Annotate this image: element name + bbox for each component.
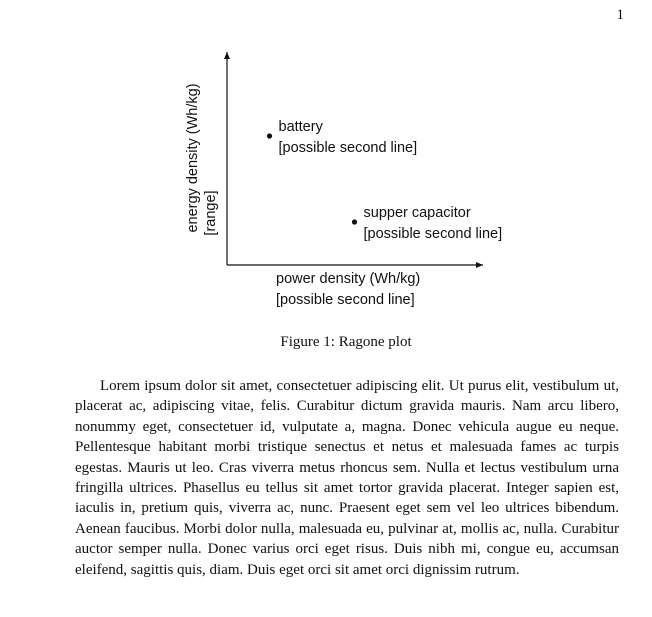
- x-axis-label: power density (Wh/kg): [276, 271, 421, 287]
- data-points: [267, 119, 502, 242]
- page-number: 1: [616, 7, 624, 23]
- y-axis-label-line2: [range]: [203, 190, 219, 236]
- data-point-2: [352, 219, 357, 224]
- data-point-1: [267, 133, 272, 138]
- data-point-label-1: battery: [278, 119, 323, 135]
- x-axis-label-line2: [possible second line]: [276, 292, 415, 308]
- body-paragraph: Lorem ipsum dolor sit amet, consectetuer adipiscing elit. Ut purus elit, vestibulum ut, placerat ac, adipiscing vitae, felis. Curabitur dictum gravida mauris. Nam arcu libero, nonummy eget, consectetuer id, vulputate a, magna. Donec vehicula augue eu neque. Pellentesque habitant morbi tristique senectus et netus et malesuada fames ac turpis egestas. Mauris ut leo. Cras viverra metus rhoncus sem. Nulla et lectus vestibulum urna fringilla ultrices. Phasellus eu tellus sit amet tortor gravida placerat. Integer sapien est, iaculis in, pretium quis, viverra ac, nunc. Praesent eget sem vel leo ultrices bibendum. Aenean faucibus. Morbi dolor nulla, malesuada eu, pulvinar at, mollis ac, nulla. Curabitur auctor semper nulla. Donec varius orci eget risus. Duis nibh mi, congue eu, accumsan eleifend, sagittis quis, diam. Duis eget orci sit amet orci dignissim rutrum.: [75, 378, 619, 578]
- figure-caption: Figure 1: Ragone plot: [280, 334, 412, 350]
- data-point-label-2: supper capacitor: [363, 205, 471, 221]
- data-point-sublabel-1: [possible second line]: [278, 140, 418, 156]
- y-axis-label: energy density (Wh/kg): [185, 83, 201, 233]
- data-point-sublabel-2: [possible second line]: [363, 226, 503, 242]
